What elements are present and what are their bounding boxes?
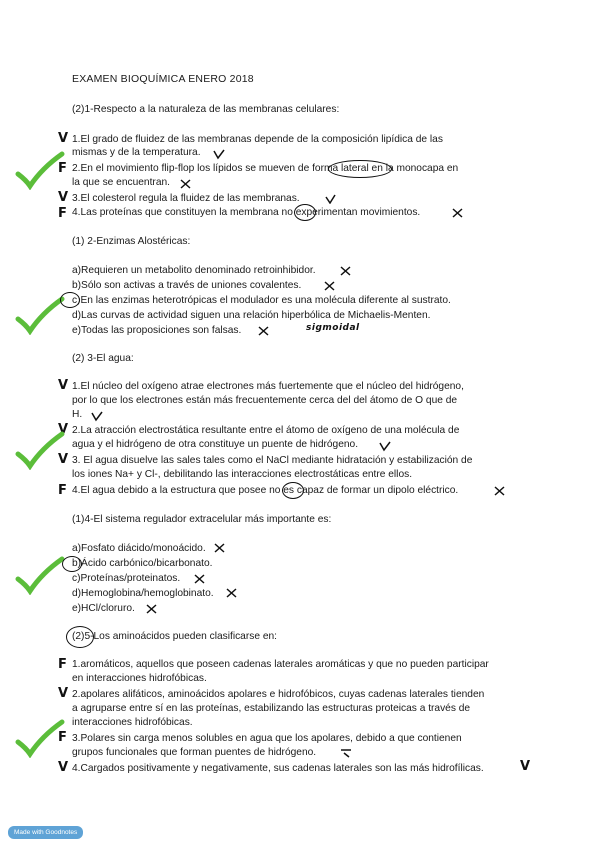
question-1-heading: (2)1-Respecto a la naturaleza de las membranas celulares: xyxy=(72,104,340,115)
q4-option-e: e)HCl/cloruro. xyxy=(72,603,135,614)
cross-small-icon xyxy=(194,574,206,584)
q4-option-d: d)Hemoglobina/hemoglobinato. xyxy=(72,588,214,599)
green-check-icon xyxy=(14,718,66,758)
circle-annotation xyxy=(66,626,94,648)
handwritten-note: sigmoidal xyxy=(306,323,360,333)
circle-annotation xyxy=(62,556,82,572)
check-small-icon xyxy=(378,440,392,452)
green-check-icon xyxy=(14,430,69,470)
green-check-icon xyxy=(14,295,66,335)
q5-mark-end: V xyxy=(520,759,531,774)
q5-option-3-line-2: grupos funcionales que forman puentes de hidrógeno. xyxy=(72,747,317,758)
q5-option-2-line-1: 2.apolares alifáticos, aminoácidos apolares e hidrofóbicos, cuyas cadenas laterales tienden xyxy=(72,689,485,700)
q4-option-b: b)Ácido carbónico/bicarbonato. xyxy=(72,558,213,569)
circle-annotation xyxy=(60,292,80,308)
q3-option-4: 4.El agua debido a la estructura que posee no es capaz de formar un dipolo eléctrico. xyxy=(72,485,459,496)
q5-option-2-line-3: interacciones hidrofóbicas. xyxy=(72,717,193,728)
q1-mark-1: V xyxy=(58,131,69,146)
circle-annotation xyxy=(294,204,316,221)
q4-option-a: a)Fosfato diácido/monoácido. xyxy=(72,543,206,554)
cross-small-icon xyxy=(258,326,270,336)
q3-mark-1: V xyxy=(58,378,69,393)
q1-mark-3: V xyxy=(58,190,69,205)
q3-option-1-line-3: H. xyxy=(72,409,83,420)
q3-option-1-line-1: 1.El núcleo del oxígeno atrae electrones más fuertemente que el núcleo del hidrógeno, xyxy=(72,381,464,392)
exam-title: EXAMEN BIOQUÍMICA ENERO 2018 xyxy=(72,73,254,85)
q2-option-e: e)Todas las proposiciones son falsas. xyxy=(72,325,242,336)
question-3-heading: (2) 3-El agua: xyxy=(72,353,134,364)
green-check-icon xyxy=(14,150,66,190)
q1-option-1-line-1: 1.El grado de fluidez de las membranas depende de la composición lipídica de las xyxy=(72,134,443,145)
green-check-icon xyxy=(14,555,66,595)
circle-annotation xyxy=(328,160,392,178)
q1-mark-4: F xyxy=(58,206,67,221)
cross-small-icon xyxy=(340,748,352,758)
cross-small-icon xyxy=(324,281,336,291)
cross-small-icon xyxy=(214,543,226,553)
q3-option-3-line-1: 3. El agua disuelve las sales tales como el NaCl mediante hidratación y estabilización de xyxy=(72,455,473,466)
q3-option-2-line-1: 2.La atracción electrostática resultante entre el átomo de oxígeno de una molécula de xyxy=(72,425,460,436)
cross-small-icon xyxy=(226,588,238,598)
q5-option-3-line-1: 3.Polares sin carga menos solubles en agua que los apolares, debido a que contienen xyxy=(72,733,462,744)
q1-option-1-line-2: mismas y de la temperatura. xyxy=(72,147,201,158)
q2-option-b: b)Sólo son activas a través de uniones covalentes. xyxy=(72,280,302,291)
q5-option-2-line-2: a agruparse entre sí en las proteínas, estabilizando las estructuras proteicas a través de xyxy=(72,703,471,714)
made-with-goodnotes-badge: Made with Goodnotes xyxy=(8,826,83,839)
q2-option-d: d)Las curvas de actividad siguen una relación hiperbólica de Michaelis-Menten. xyxy=(72,310,431,321)
cross-small-icon xyxy=(452,208,464,218)
check-small-icon xyxy=(90,410,104,422)
q3-mark-3: V xyxy=(58,452,69,467)
cross-small-icon xyxy=(340,266,352,276)
q3-option-3-line-2: los iones Na+ y Cl-, debilitando las interacciones electrostáticas entre ellos. xyxy=(72,469,413,480)
cross-small-icon xyxy=(146,604,158,614)
cross-small-icon xyxy=(180,179,192,189)
q5-mark-4: V xyxy=(58,760,69,775)
circle-annotation xyxy=(282,482,304,499)
q3-option-1-line-2: por lo que los electrones están más frecuentemente cerca del del átomo de O que de xyxy=(72,395,458,406)
q3-mark-2: V xyxy=(58,422,69,437)
q1-option-2-line-2: la que se encuentran. xyxy=(72,177,170,188)
q5-option-1-line-1: 1.aromáticos, aquellos que poseen cadenas laterales aromáticas y que no pueden participar xyxy=(72,659,489,670)
q4-option-c: c)Proteínas/proteinatos. xyxy=(72,573,181,584)
q5-mark-2: V xyxy=(58,686,69,701)
q5-option-1-line-2: en interacciones hidrofóbicas. xyxy=(72,673,207,684)
q1-option-3: 3.El colesterol regula la fluidez de las membranas. xyxy=(72,193,300,204)
cross-small-icon xyxy=(494,486,506,496)
question-2-heading: (1) 2-Enzimas Alostéricas: xyxy=(72,236,191,247)
q1-option-4: 4.Las proteínas que constituyen la membrana no experimentan movimientos. xyxy=(72,207,421,218)
q1-option-2-line-1: 2.En el movimiento flip-flop los lípidos se mueven de forma lateral en la monocapa en xyxy=(72,163,459,174)
question-5-heading: (2)5-Los aminoácidos pueden clasificarse en: xyxy=(72,631,277,642)
q2-option-a: a)Requieren un metabolito denominado retroinhibidor. xyxy=(72,265,316,276)
check-small-icon xyxy=(324,194,336,204)
question-4-heading: (1)4-El sistema regulador extracelular más importante es: xyxy=(72,514,332,525)
q5-option-4: 4.Cargados positivamente y negativamente, sus cadenas laterales son las más hidrofílicas. xyxy=(72,763,484,774)
check-small-icon xyxy=(212,148,226,160)
q5-mark-1: F xyxy=(58,657,67,672)
q2-option-c: c)En las enzimas heterotrópicas el modulador es una molécula diferente al sustrato. xyxy=(72,295,451,306)
q3-mark-4: F xyxy=(58,483,67,498)
q3-option-2-line-2: agua y el hidrógeno de otra constituye un puente de hidrógeno. xyxy=(72,439,359,450)
q1-mark-2: F xyxy=(58,161,67,176)
q5-mark-3: F xyxy=(58,730,67,745)
